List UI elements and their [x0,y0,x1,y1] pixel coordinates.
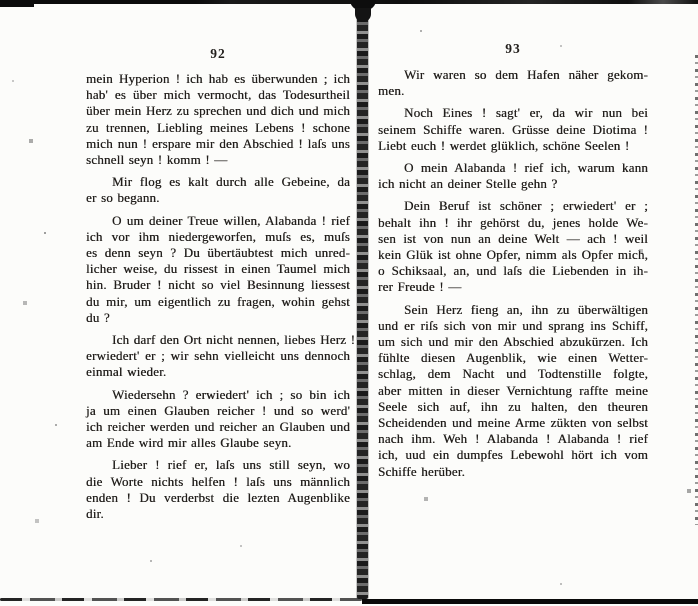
right-page-text [378,67,648,480]
text-line: enden ! Du verderbst die lezten Augenblike [86,489,350,505]
left-page-text [86,71,356,522]
paragraph [378,105,648,154]
text-line: O um deiner Treue willen, Alabanda ! rief [112,212,350,228]
text-line: rer Freude ! — [378,279,462,295]
paragraph [86,174,350,206]
paragraph [86,213,350,326]
paragraph [86,387,350,452]
text-line: seinem Schiffe waren. Grüsse deine Diotima ! [378,121,648,137]
text-line: erwiedert' er ; wir sehn vielleicht uns dennoch [86,348,350,364]
text-line: Mir flog es kalt durch alle Gebeine, da [112,174,350,190]
text-line: Wiedersehn ? erwiedert' ich ; so bin ich [112,386,350,402]
text-line: Ich darf den Ort nicht nennen, liebes Herz ! [112,332,356,348]
text-line: kein Glük ist ohne Opfer, nimm als Opfer mich, [378,247,648,263]
corner-mark [0,0,34,7]
page-top-edge [0,0,698,4]
text-line: Noch Eines ! sagt' er, da wir nun bei [404,105,648,121]
text-line: ich reicher werden und reicher an Glauben und [86,419,350,435]
text-line: aber mitten in dieser Vernichtung raffte meine [378,382,648,398]
text-line: behalt ihn ! ihr gehörst du, jenes holde We- [378,214,648,230]
text-line: Wir waren so dem Hafen näher gekom- [404,67,648,82]
text-line: du ? [86,309,110,325]
text-line: Dein Beruf ist schöner ; erwiedert' er ; [404,198,648,214]
text-line: O mein Alabanda ! rief ich, warum kann [404,160,648,176]
text-line: Sein Herz fieng an, ihn zu überwältigen [404,301,648,317]
text-line: es denn seyn ? Du übertäubtest mich unred- [86,245,350,261]
text-line: zu trennen, Liebling meines Lebens ! schone [86,119,350,135]
paragraph [86,457,350,522]
text-line: hin. Bruder ! nicht so viel Besinnung liessest [86,277,350,293]
text-line: Lieber ! rief er, laſs uns still seyn, wo [112,457,350,473]
text-line: am Ende wird mir alles Glaube seyn. [86,435,292,451]
text-line: hab' es über mich vermocht, das Todesurtheil [86,87,350,103]
page-bottom-edge-right [362,599,698,604]
paragraph [378,67,648,99]
text-line: und er riſs sich von mir und sprang ins Schiff, [378,317,648,333]
paragraph [378,160,648,192]
paragraph [378,198,648,295]
text-line: einmal wieder. [86,364,167,380]
text-line: nach ihm. Weh ! Alabanda ! Alabanda ! rief [378,431,648,447]
text-line: mich nun ! erspare mir den Abschied ! laſs uns [86,135,350,151]
page-bottom-edge-left [0,598,362,601]
paragraph [378,302,648,480]
paragraph [86,71,350,168]
book-spine-top-taper [355,8,371,22]
text-line: ich vor ihm niedergeworfen, muſs es, muſs [86,228,350,244]
text-line: du mir, um eigentlich zu fragen, wohin gehst [86,293,350,309]
text-line: er so begann. [86,190,160,206]
text-line: sen ist von nun an deine Welt — ach ! weil [378,230,648,246]
text-line: um sich und mir den Abschied abzukürzen. Ich [378,334,648,350]
text-line: licher weise, du rissest in einen Taumel mich [86,261,350,277]
text-line: fühlte diesen Augenblik, wie einen Wetter- [378,350,648,366]
book-spine [357,0,368,599]
page-number-right: 93 [505,41,521,56]
text-line: Schiffe herüber. [378,463,465,479]
text-line: schnell seyn ! komm ! — [86,152,228,168]
text-line: die Worte nichts helfen ! laſs uns männlich [86,473,350,489]
text-line: mein Hyperion ! ich hab es überwunden ; ich [86,71,350,86]
text-line: o Schiksaal, an, und laſs die Liebenden in ih- [378,263,648,279]
text-line: men. [378,83,405,99]
text-line: ja um einen Glauben reicher ! und so werd' [86,402,350,418]
text-line: Seele sich auf, ihn zu halten, den theuren [378,398,648,414]
text-line: Scheidenden und meine Arme zükten von selbst [378,415,648,431]
text-line: über mein Herz zu sprechen und dich und mich [86,103,350,119]
text-line: schlag, dem Nacht und Todtenstille folgte, [378,366,648,382]
text-line: dir. [86,506,104,522]
text-line: Liebt euch ! werdet glüklich, schöne Seelen ! [378,137,630,153]
text-line: ich, uud ein dumpfes Lebewohl hört ich vom [378,447,648,463]
paragraph [86,332,356,381]
scan-noise [0,0,2,2]
page-number-left: 92 [210,46,226,61]
text-line: ich nicht an deiner Stelle gehn ? [378,176,558,192]
